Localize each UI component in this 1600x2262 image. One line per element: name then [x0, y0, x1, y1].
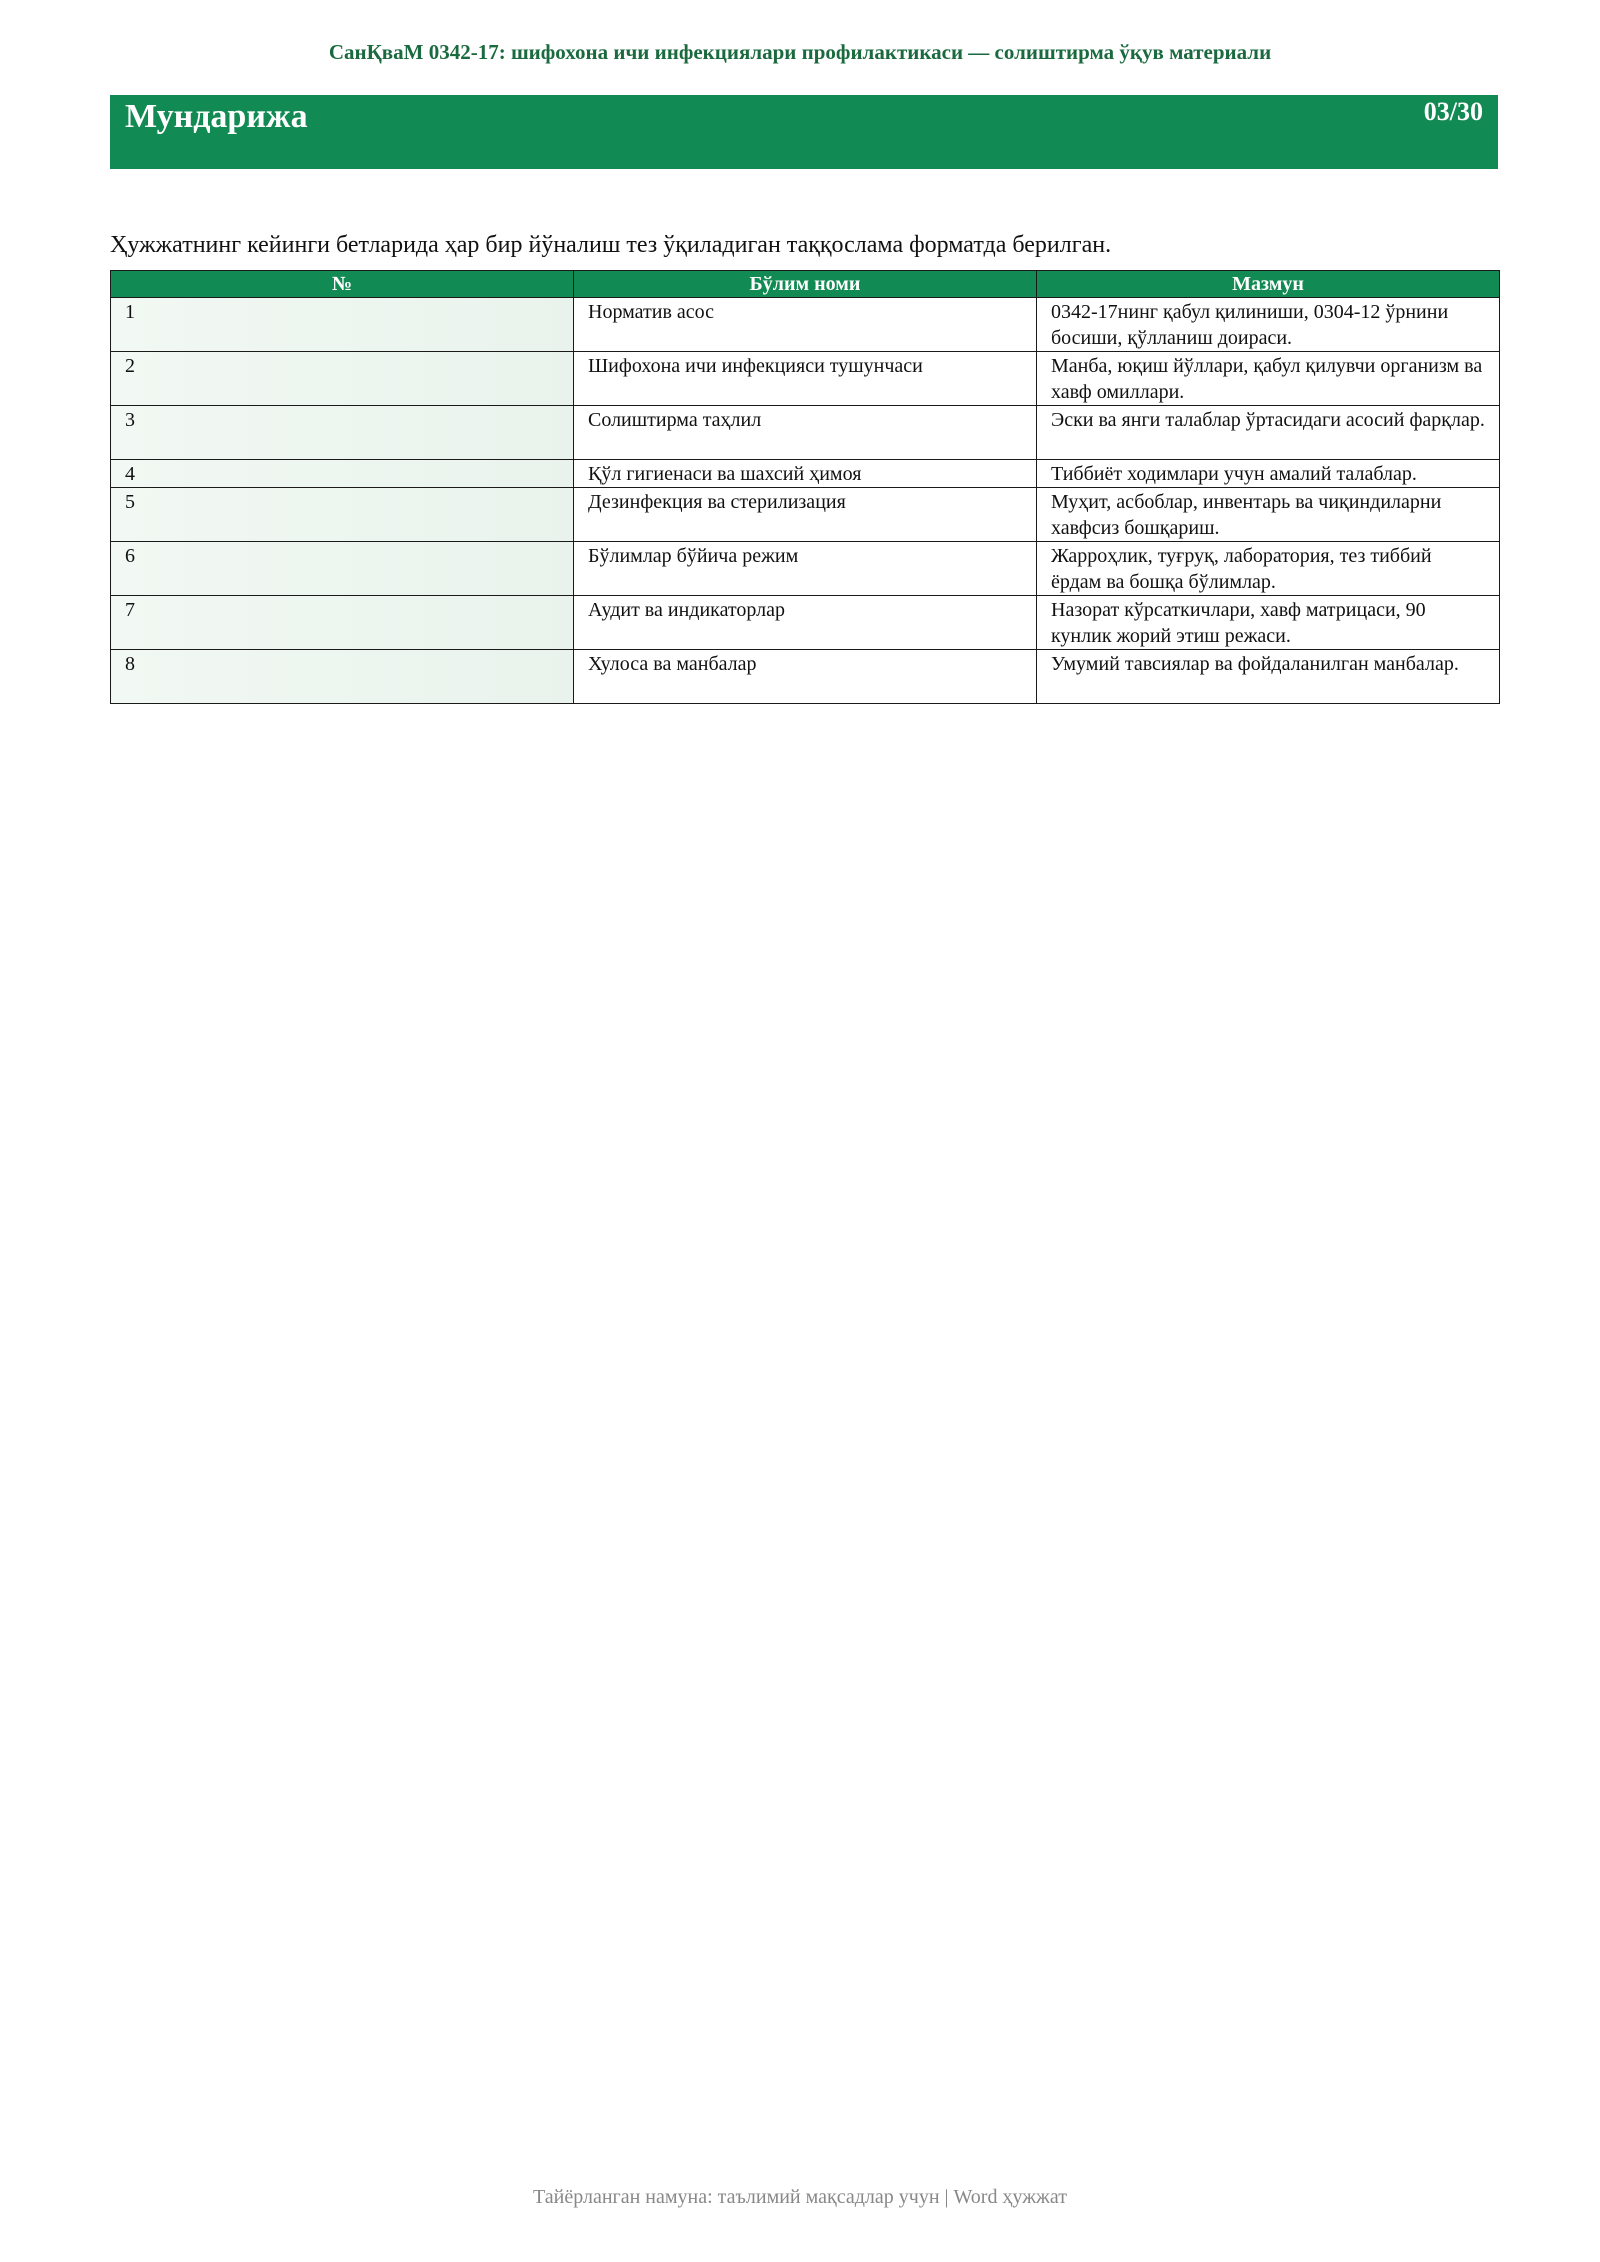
- row-section: Хулоса ва манбалар: [574, 650, 1037, 704]
- table-row: [111, 650, 1500, 704]
- row-number: 5: [111, 488, 574, 542]
- contents-table: [110, 270, 1500, 704]
- page-footer: Тайёрланган намуна: таълимий мақсадлар учун | Word ҳужжат: [533, 2186, 1067, 2208]
- row-section: Дезинфекция ва стерилизация: [574, 488, 1037, 542]
- row-section: Шифохона ичи инфекцияси тушунчаси: [574, 352, 1037, 406]
- table-row: [111, 352, 1500, 406]
- row-content: Эски ва янги талаблар ўртасидаги асосий фарқлар.: [1037, 406, 1500, 460]
- intro-paragraph: Ҳужжатнинг кейинги бетларида ҳар бир йўналиш тез ўқиладиган таққослама форматда берилган.: [110, 232, 1112, 258]
- table-header-row: [111, 271, 1500, 298]
- table-row: [111, 406, 1500, 460]
- row-content: Умумий тавсиялар ва фойдаланилган манбалар.: [1037, 650, 1500, 704]
- column-header-number: №: [111, 271, 574, 298]
- row-content: Манба, юқиш йўллари, қабул қилувчи организм ва хавф омиллари.: [1037, 352, 1500, 406]
- row-content: Муҳит, асбоблар, инвентарь ва чиқиндиларни хавфсиз бошқариш.: [1037, 488, 1500, 542]
- section-title: Мундарижа: [125, 98, 308, 135]
- table-row: [111, 542, 1500, 596]
- column-header-section: Бўлим номи: [574, 271, 1037, 298]
- row-section: Бўлимлар бўйича режим: [574, 542, 1037, 596]
- table-row: [111, 460, 1500, 488]
- running-header: СанҚваМ 0342-17: шифохона ичи инфекциялари профилактикаси — солиштирма ўқув материали: [328, 40, 1272, 64]
- row-number: 4: [111, 460, 574, 488]
- row-section: Аудит ва индикаторлар: [574, 596, 1037, 650]
- row-number: 7: [111, 596, 574, 650]
- section-title-band: [110, 95, 1498, 169]
- row-number: 3: [111, 406, 574, 460]
- row-content: Жарроҳлик, туғруқ, лаборатория, тез тиббий ёрдам ва бошқа бўлимлар.: [1037, 542, 1500, 596]
- table-row: [111, 596, 1500, 650]
- page-number: 03/30: [1423, 97, 1483, 126]
- row-content: Тиббиёт ходимлари учун амалий талаблар.: [1037, 460, 1500, 488]
- row-number: 2: [111, 352, 574, 406]
- table-row: [111, 488, 1500, 542]
- row-number: 8: [111, 650, 574, 704]
- row-content: 0342-17нинг қабул қилиниши, 0304-12 ўрнини босиши, қўлланиш доираси.: [1037, 298, 1500, 352]
- row-number: 1: [111, 298, 574, 352]
- row-section: Қўл гигиенаси ва шахсий ҳимоя: [574, 460, 1037, 488]
- row-number: 6: [111, 542, 574, 596]
- column-header-content: Мазмун: [1037, 271, 1500, 298]
- table-row: [111, 298, 1500, 352]
- row-content: Назорат кўрсаткичлари, хавф матрицаси, 90 кунлик жорий этиш режаси.: [1037, 596, 1500, 650]
- row-section: Солиштирма таҳлил: [574, 406, 1037, 460]
- row-section: Норматив асос: [574, 298, 1037, 352]
